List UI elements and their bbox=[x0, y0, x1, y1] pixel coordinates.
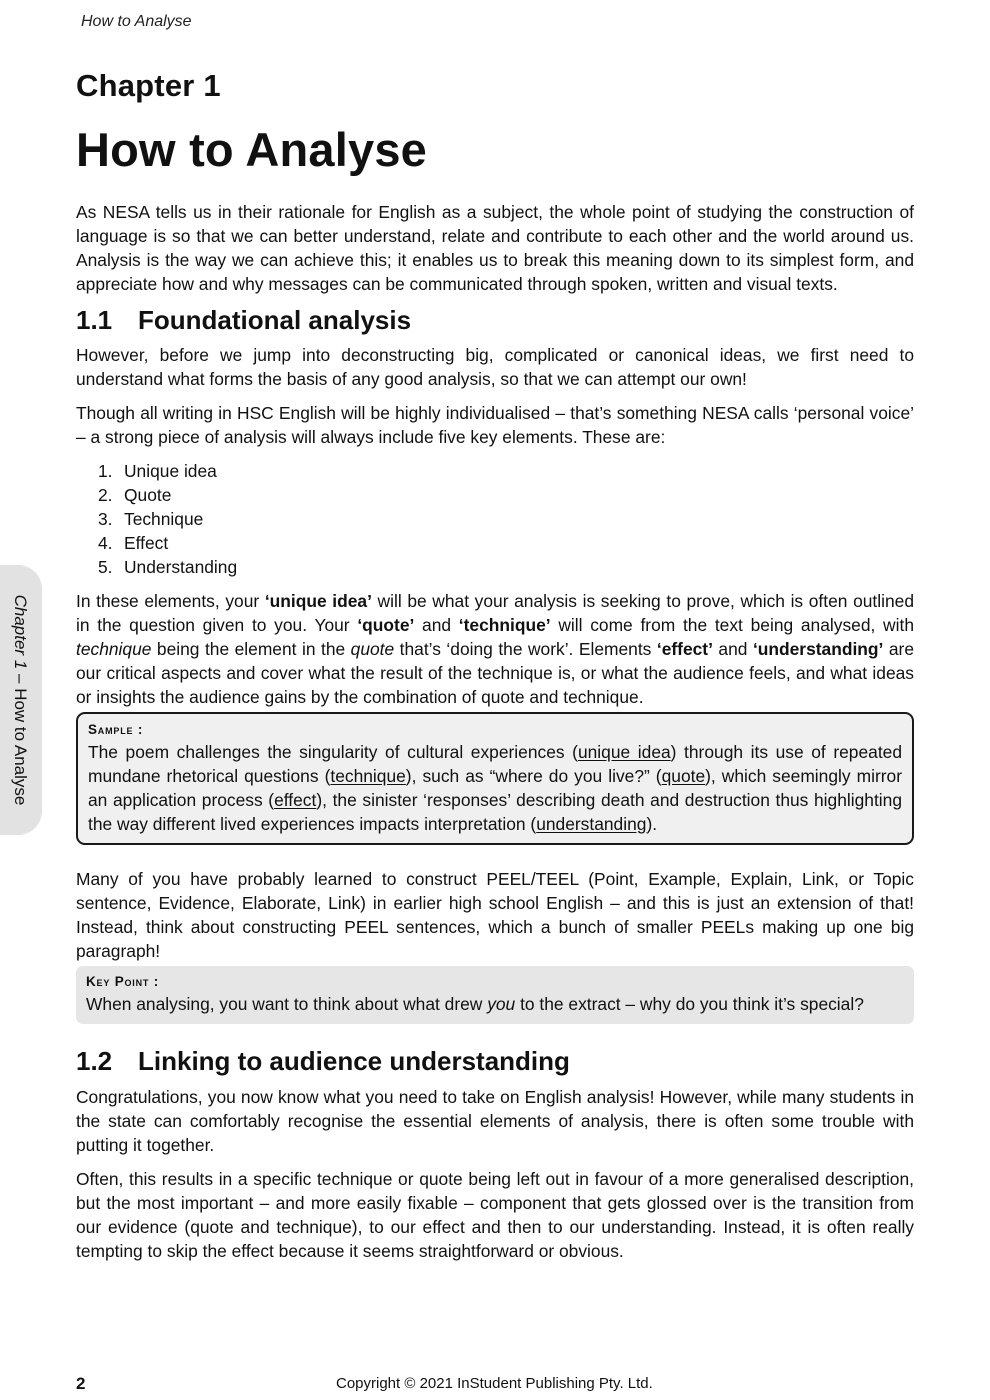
list-item: 1. Unique idea bbox=[98, 461, 217, 481]
sample-callout-box bbox=[76, 712, 914, 845]
key-point-callout-box bbox=[76, 966, 914, 1024]
section-title: Foundational analysis bbox=[138, 305, 412, 335]
chapter-title: How to Analyse bbox=[76, 123, 428, 176]
key-point-label: Key Point : bbox=[86, 974, 160, 989]
key-point-text: When analysing, you want to think about what drew you to the extract – why do you think it’s special? bbox=[86, 994, 864, 1014]
peel-paragraph: Many of you have probably learned to construct PEEL/TEEL (Point, Example, Explain, Link, or Topic sentence, Evidence, Elaborate, Link) in earlier high school English – and this is just an extension of that! Instead, think about constructing PEEL sentences, which a bunch of smaller PEELs making up one big paragraph! bbox=[76, 869, 914, 961]
section-number: 1.2 bbox=[76, 1046, 113, 1076]
elements-explanation-paragraph: In these elements, your ‘unique idea’ will be what your analysis is seeking to prove, which is often outlined in the question given to you. Your ‘quote’ and ‘technique’ will come from the text being analysed, with technique being the element in the quote that’s ‘doing the work’. Elements ‘effect’ and ‘understanding’ are our critical aspects and cover what the result of the technique is, or what the audience feels, and what ideas or insights the audience gains by the combination of quote and technique. bbox=[76, 591, 914, 707]
list-item: 5. Understanding bbox=[98, 557, 238, 577]
side-tab-title: How to Analyse bbox=[11, 688, 30, 806]
side-tab-label bbox=[10, 595, 30, 806]
list-item: 3. Technique bbox=[98, 509, 204, 529]
chapter-label: Chapter 1 bbox=[76, 68, 221, 103]
copyright-notice: Copyright © 2021 InStudent Publishing Pty. Ltd. bbox=[336, 1375, 653, 1392]
list-item: 2. Quote bbox=[98, 485, 172, 505]
section-title: Linking to audience understanding bbox=[138, 1046, 570, 1076]
running-head: How to Analyse bbox=[81, 13, 192, 30]
section-heading-1-2 bbox=[76, 1046, 570, 1077]
intro-paragraph: As NESA tells us in their rationale for English as a subject, the whole point of studying the construction of language is so that we can better understand, relate and contribute to each other and the world around us. Analysis is the way we can achieve this; it enables us to break this meaning down to its simplest form, and appreciate how and why messages can be communicated through spoken, written and visual texts. bbox=[76, 202, 914, 294]
side-tab-separator: – bbox=[11, 669, 30, 689]
list-item: 4. Effect bbox=[98, 533, 169, 553]
key-elements-list bbox=[98, 459, 237, 579]
section-heading-1-1 bbox=[76, 305, 411, 336]
section-number: 1.1 bbox=[76, 305, 113, 335]
paragraph: Often, this results in a specific technique or quote being left out in favour of a more generalised description, but the most important – and more easily fixable – component that gets glossed over is the transition from our evidence (quote and technique), to our effect and then to our understanding. Instead, it is often really tempting to skip the effect because it seems straightforward or obvious. bbox=[76, 1169, 914, 1261]
side-tab-chapter: Chapter 1 bbox=[11, 594, 30, 670]
paragraph: However, before we jump into deconstructing big, complicated or canonical ideas, we first need to understand what forms the basis of any good analysis, so that we can attempt our own! bbox=[76, 345, 914, 389]
sample-label: Sample : bbox=[88, 722, 144, 737]
page-number: 2 bbox=[76, 1374, 86, 1393]
paragraph: Though all writing in HSC English will be highly individualised – that’s something NESA calls ‘personal voice’ – a strong piece of analysis will always include five key elements. These are: bbox=[76, 403, 914, 447]
sample-text: The poem challenges the singularity of cultural experiences (unique idea) through its use of repeated mundane rhetorical questions (technique), such as “where do you live?” (quote), which seemingly mirror an application process (effect), the sinister ‘responses’ describing death and destruction thus highlighting the way different lived experiences impacts interpretation (understanding). bbox=[88, 742, 902, 834]
paragraph: Congratulations, you now know what you need to take on English analysis! However, while many students in the state can comfortably recognise the essential elements of analysis, there is often some trouble with putting it together. bbox=[76, 1087, 914, 1155]
